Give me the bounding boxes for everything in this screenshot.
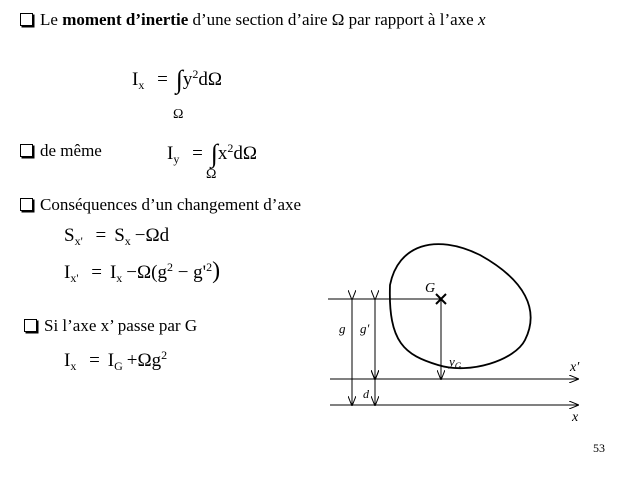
bullet-de-meme: de même: [20, 141, 102, 161]
label-g: g: [339, 321, 346, 336]
label-yg: $y_G$: [449, 354, 462, 371]
bullet-consequences: Conséquences d’un changement d’axe: [20, 195, 301, 215]
section-outline: [390, 244, 531, 368]
bullet-moment-inertia: Le moment d’inertie d’une section d’aire Ω par rapport à l’axe x: [20, 10, 486, 30]
page-number: 53: [593, 441, 605, 455]
checkbox-bullet-icon: [20, 13, 33, 26]
equation-huygens: $I_x = I_G +\Omega g^2$: [64, 348, 168, 373]
label-x: x: [572, 410, 579, 425]
label-d: d: [363, 387, 369, 401]
bold-term: moment d’inertie: [62, 10, 189, 29]
integral-domain-ix: Ω: [173, 107, 184, 122]
label-g-point: G: [425, 281, 436, 296]
label-g-prime: g′: [360, 321, 370, 336]
label-x-prime: x′: [570, 360, 580, 375]
checkbox-bullet-icon: [20, 144, 33, 157]
checkbox-bullet-icon: [20, 198, 33, 211]
equation-sx: $S_{x'} = S_x -\Omega d$: [64, 225, 170, 248]
equation-ix: $I_x = \int y^2d\Omega$: [132, 65, 223, 94]
section-diagram: [320, 225, 600, 430]
equation-ixp: $I_{x'} = I_x -\Omega(g^2 - g'^2)$: [64, 258, 221, 285]
bullet-si-axe: Si l’axe x’ passe par G: [24, 316, 197, 336]
integral-domain-iy: Ω: [206, 167, 217, 182]
checkbox-bullet-icon: [24, 319, 37, 332]
equation-iy: $I_y = \int x^2d\Omega$: [167, 139, 258, 168]
